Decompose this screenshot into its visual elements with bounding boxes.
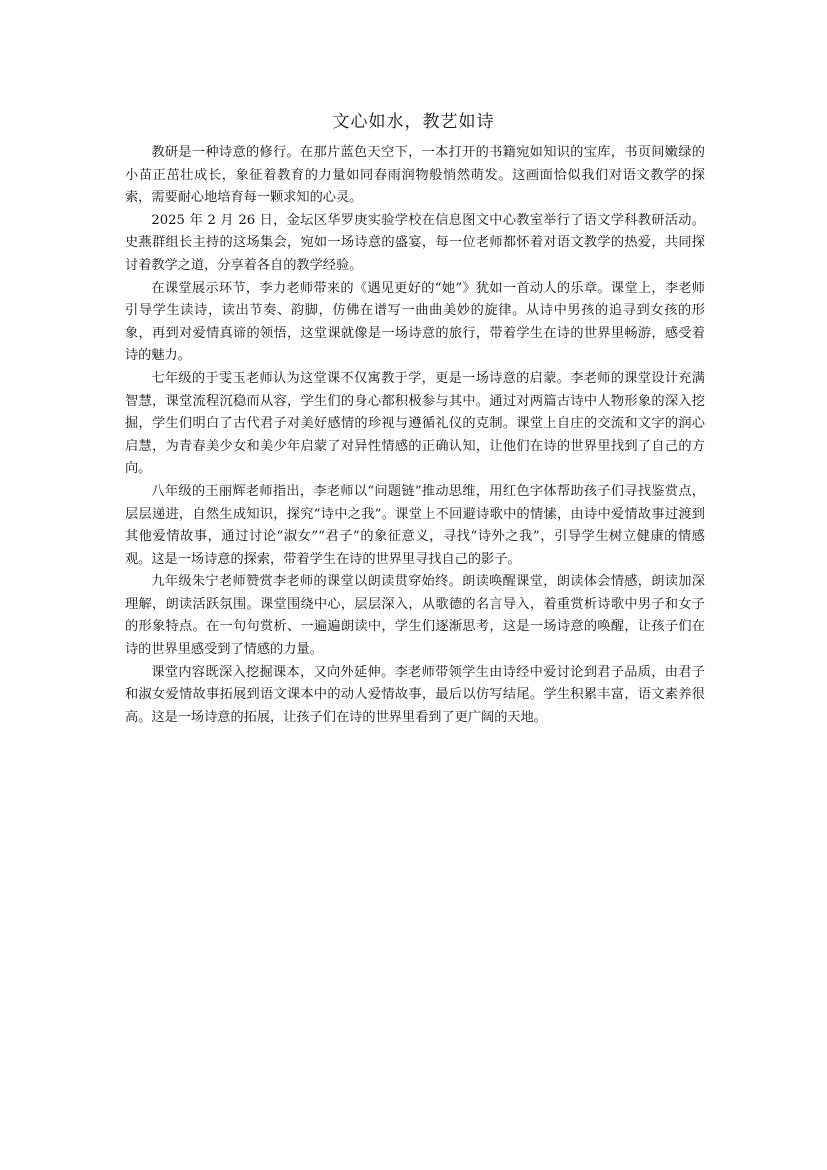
paragraph-intro: 教研是一种诗意的修行。在那片蓝色天空下，一本打开的书籍宛如知识的宝库，书页间嫩绿的小苗正茁壮成长，象征着教育的力量如同春雨润物般悄然萌发。这画面恰似我们对语文教学的探索，需要耐心地培育每一颗求知的心灵。 xyxy=(125,145,705,206)
document-title: 文心如水，教艺如诗 xyxy=(332,112,495,132)
paragraph-grade7-review: 七年级的于雯玉老师认为这堂课不仅寓教于学，更是一场诗意的启蒙。李老师的课堂设计充满智慧，课堂流程沉稳而从容，学生们的身心都积极参与其中。通过对两篇古诗中人物形象的深入挖掘，学生们明白了古代君子对美好感情的珍视与遵循礼仪的克制。课堂上自庄的交流和文字的润心启慧，为青春美少女和美少年启蒙了对异性情感的正确认知，让他们在诗的世界里找到了自己的方向。 xyxy=(125,370,705,477)
paragraph-event: 2025 年 2 月 26 日，金坛区华罗庚实验学校在信息图文中心教室举行了语文学科教研活动。史燕群组长主持的这场集会，宛如一场诗意的盛宴，每一位老师都怀着对语文教学的热爱，共同探讨着教学之道，分享着各自的教学经验。 xyxy=(125,212,705,273)
paragraph-summary: 课堂内容既深入挖掘课本，又向外延伸。李老师带领学生由诗经中爱讨论到君子品质，由君子和淑女爱情故事拓展到语文课本中的动人爱情故事，最后以仿写结尾。学生积累丰富，语文素养很高。这是一场诗意的拓展，让孩子们在诗的世界里看到了更广阔的天地。 xyxy=(125,664,705,725)
paragraph-grade8-review: 八年级的王丽辉老师指出，李老师以“问题链”推动思维，用红色字体帮助孩子们寻找鉴赏点，层层递进，自然生成知识，探究“诗中之我”。课堂上不回避诗歌中的情愫，由诗中爱情故事过渡到其他爱情故事，通过讨论“淑女”“君子”的象征意义，寻找“诗外之我”，引导学生树立健康的情感观。这是一场诗意的探索，带着学生在诗的世界里寻找自己的影子。 xyxy=(125,483,705,567)
paragraph-class-showcase: 在课堂展示环节，李力老师带来的《遇见更好的“她”》犹如一首动人的乐章。课堂上，李老师引导学生读诗，读出节奏、韵脚，仿佛在谱写一曲曲美妙的旋律。从诗中男孩的追寻到女孩的形象，再到对爱情真谛的领悟，这堂课就像是一场诗意的旅行，带着学生在诗的世界里畅游，感受着诗的魅力。 xyxy=(125,280,705,364)
document-body xyxy=(125,142,705,729)
paragraph-grade9-review: 九年级朱宁老师赞赏李老师的课堂以朗读贯穿始终。朗读唤醒课堂，朗读体会情感，朗读加深理解，朗读活跃氛围。课堂围绕中心，层层深入，从歌德的名言导入，着重赏析诗歌中男子和女子的形象特点。在一句句赏析、一遍遍朗读中，学生们逐渐思考，这是一场诗意的唤醒，让孩子们在诗的世界里感受到了情感的力量。 xyxy=(125,574,705,658)
